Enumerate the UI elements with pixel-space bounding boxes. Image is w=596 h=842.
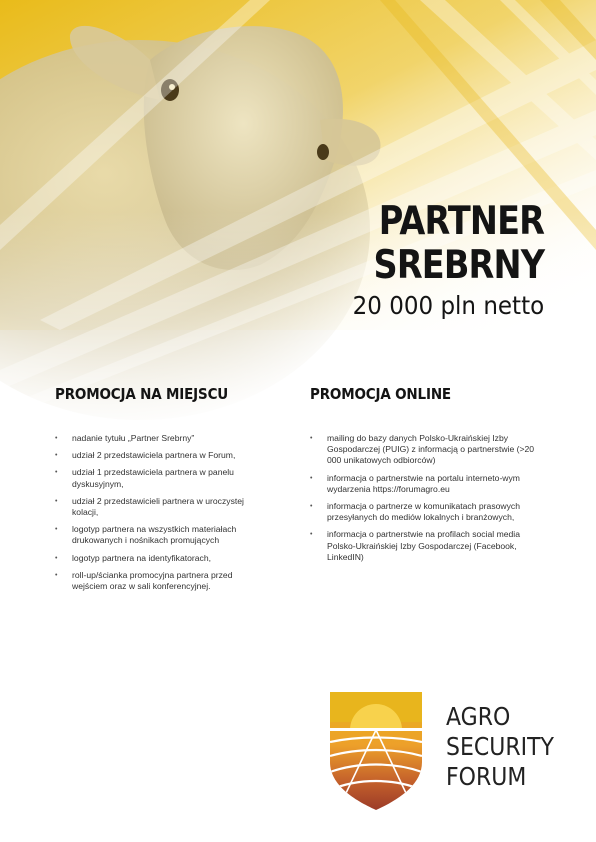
list-item: • udział 2 przedstawicieli partnera w uroczystej kolacji, bbox=[55, 496, 270, 518]
list-item: • nadanie tytułu „Partner Srebrny” bbox=[55, 433, 270, 444]
list-item: • roll-up/ścianka promocyjna partnera przed wejściem oraz w sali konferencyjnej. bbox=[55, 570, 270, 592]
online-promotion-heading: PROMOCJA ONLINE bbox=[310, 385, 451, 403]
logo-line-agro: AGRO bbox=[446, 702, 511, 731]
agro-security-forum-logo bbox=[328, 690, 568, 812]
shield-logo-icon bbox=[328, 690, 424, 812]
onsite-promotion-column bbox=[55, 385, 270, 598]
list-item: • mailing do bazy danych Polsko-Ukraińskiej Izby Gospodarczej (PUIG) z informacją o partnerstwie (>20 000 unikatowych odbiorców) bbox=[310, 433, 540, 467]
list-item: • informacja o partnerze w komunikatach prasowych przesyłanych do mediów lokalnych i branżowych, bbox=[310, 501, 540, 523]
list-item: • logotyp partnera na wszystkich materiałach drukowanych i nośnikach promujących bbox=[55, 524, 270, 546]
sponsor-title-block bbox=[336, 200, 544, 322]
title-srebrny: SREBRNY bbox=[373, 243, 544, 288]
list-item: • informacja o partnerstwie na portalu interneto-wym wydarzenia https://forumagro.eu bbox=[310, 473, 540, 495]
list-item: • logotyp partnera na identyfikatorach, bbox=[55, 553, 270, 564]
online-promotion-list bbox=[310, 433, 540, 563]
logo-line-security: SECURITY bbox=[446, 732, 554, 761]
title-partner: PARTNER bbox=[378, 199, 544, 244]
list-item: • udział 1 przedstawiciela partnera w panelu dyskusyjnym, bbox=[55, 467, 270, 489]
onsite-promotion-heading: PROMOCJA NA MIEJSCU bbox=[55, 385, 229, 403]
onsite-promotion-list bbox=[55, 433, 270, 592]
list-item: • udział 2 przedstawiciela partnera w Forum, bbox=[55, 450, 270, 461]
list-item: • informacja o partnerstwie na profilach social media Polsko-Ukraińskiej Izby Gospodarczej (Facebook, LinkedIN) bbox=[310, 529, 540, 563]
online-promotion-column bbox=[310, 385, 540, 569]
logo-line-forum: FORUM bbox=[446, 762, 527, 791]
logo-wordmark bbox=[446, 702, 554, 792]
price-label: 20 000 pln netto bbox=[352, 291, 544, 320]
